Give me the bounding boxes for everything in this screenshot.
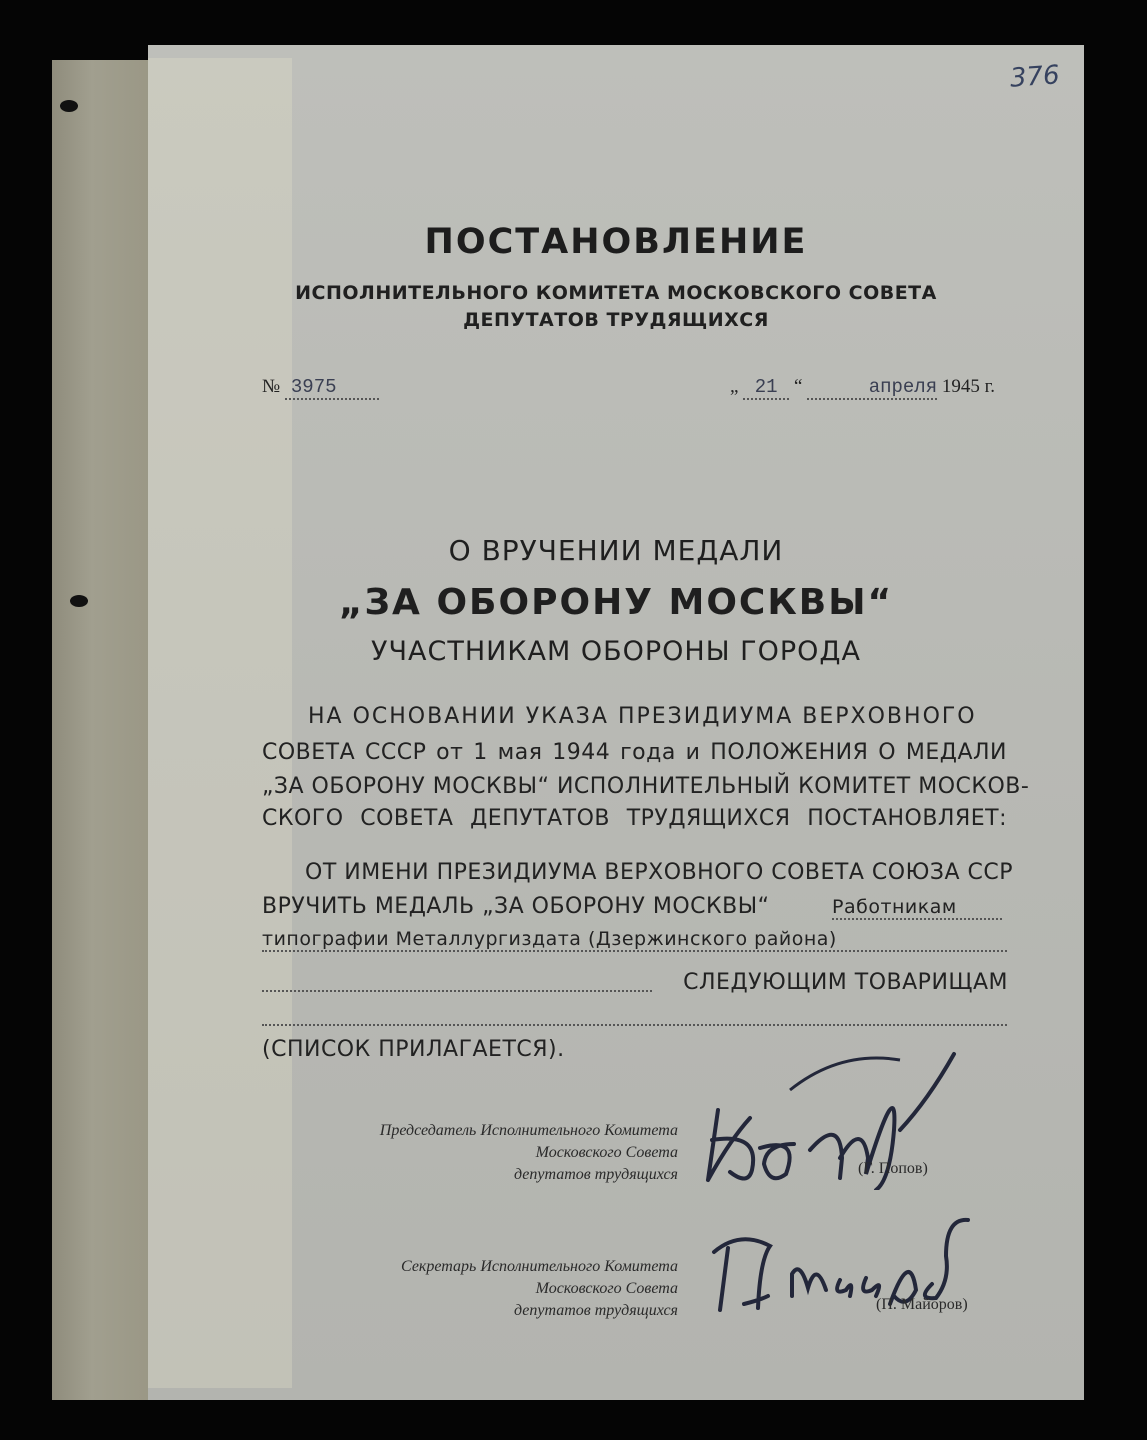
award-line-4: СЛЕДУЮЩИМ ТОВАРИЩАМ xyxy=(683,970,1008,995)
basis-line-2: СОВЕТА СССР от 1 мая 1944 года и ПОЛОЖЕНИЯ О МЕДАЛИ xyxy=(262,740,1007,765)
decree-date-row xyxy=(730,376,995,400)
basis-line-1: НА ОСНОВАНИИ УКАЗА ПРЕЗИДИУМА ВЕРХОВНОГО xyxy=(308,704,977,729)
binding-strip xyxy=(52,60,152,1400)
decree-number: 3975 xyxy=(285,376,379,400)
blank-dotted-line xyxy=(262,988,652,992)
award-line-2 xyxy=(262,894,822,919)
issuer-line-2: ДЕПУТАТОВ ТРУДЯЩИХСЯ xyxy=(463,309,769,331)
blank-dotted-line xyxy=(262,1022,1007,1026)
issuer-line-1: ИСПОЛНИТЕЛЬНОГО КОМИТЕТА МОСКОВСКОГО СОВЕТА xyxy=(295,282,937,304)
recipient-typed-1: Работникам xyxy=(832,896,1002,920)
decree-title-line-3: УЧАСТНИКАМ ОБОРОНЫ ГОРОДА xyxy=(371,636,861,667)
document-heading: ПОСТАНОВЛЕНИЕ xyxy=(424,222,808,262)
binding-hole xyxy=(70,595,88,607)
chairman-signature xyxy=(690,1040,980,1190)
secretary-title-2: Московского Совета xyxy=(535,1280,678,1297)
chairman-name: (Г. Попов) xyxy=(858,1160,928,1177)
decree-month: апреля xyxy=(807,376,937,400)
basis-line-4: СКОГО СОВЕТА ДЕПУТАТОВ ТРУДЯЩИХСЯ ПОСТАНОВЛЯЕТ: xyxy=(262,806,1007,831)
chairman-title-2: Московского Совета xyxy=(535,1144,678,1161)
list-attached-note: (СПИСОК ПРИЛАГАЕТСЯ). xyxy=(262,1037,565,1062)
secretary-title xyxy=(300,1256,678,1322)
chairman-title-3: депутатов трудящихся xyxy=(514,1166,678,1183)
decree-number-row xyxy=(262,376,379,400)
basis-line-3: „ЗА ОБОРОНУ МОСКВЫ“ ИСПОЛНИТЕЛЬНЫЙ КОМИТЕТ МОСКОВ- xyxy=(262,774,1030,799)
decree-year: 1945 г. xyxy=(941,376,996,397)
date-quote-close: “ xyxy=(793,376,803,397)
decree-title-line-1: О ВРУЧЕНИИ МЕДАЛИ xyxy=(448,534,784,567)
recipient-typed-2: типографии Металлургиздата (Дзержинского района) xyxy=(262,928,1007,952)
chairman-title-1: Председатель Исполнительного Комитета xyxy=(379,1122,678,1139)
date-quote-open: „ xyxy=(730,376,739,397)
secretary-title-3: депутатов трудящихся xyxy=(514,1302,678,1319)
binding-hole xyxy=(60,100,78,112)
number-label: № xyxy=(262,376,281,397)
chairman-title xyxy=(300,1120,678,1186)
archive-number: 376 xyxy=(1009,60,1061,94)
secretary-name: (П. Майоров) xyxy=(876,1296,968,1313)
award-line-1: ОТ ИМЕНИ ПРЕЗИДИУМА ВЕРХОВНОГО СОВЕТА СОЮЗА ССР xyxy=(305,860,1013,885)
decree-title-line-2: „ЗА ОБОРОНУ МОСКВЫ“ xyxy=(338,582,894,623)
decree-day: 21 xyxy=(743,376,789,400)
secretary-title-1: Секретарь Исполнительного Комитета xyxy=(401,1258,678,1275)
award-line-2-printed: ВРУЧИТЬ МЕДАЛЬ „ЗА ОБОРОНУ МОСКВЫ“ xyxy=(262,894,770,919)
